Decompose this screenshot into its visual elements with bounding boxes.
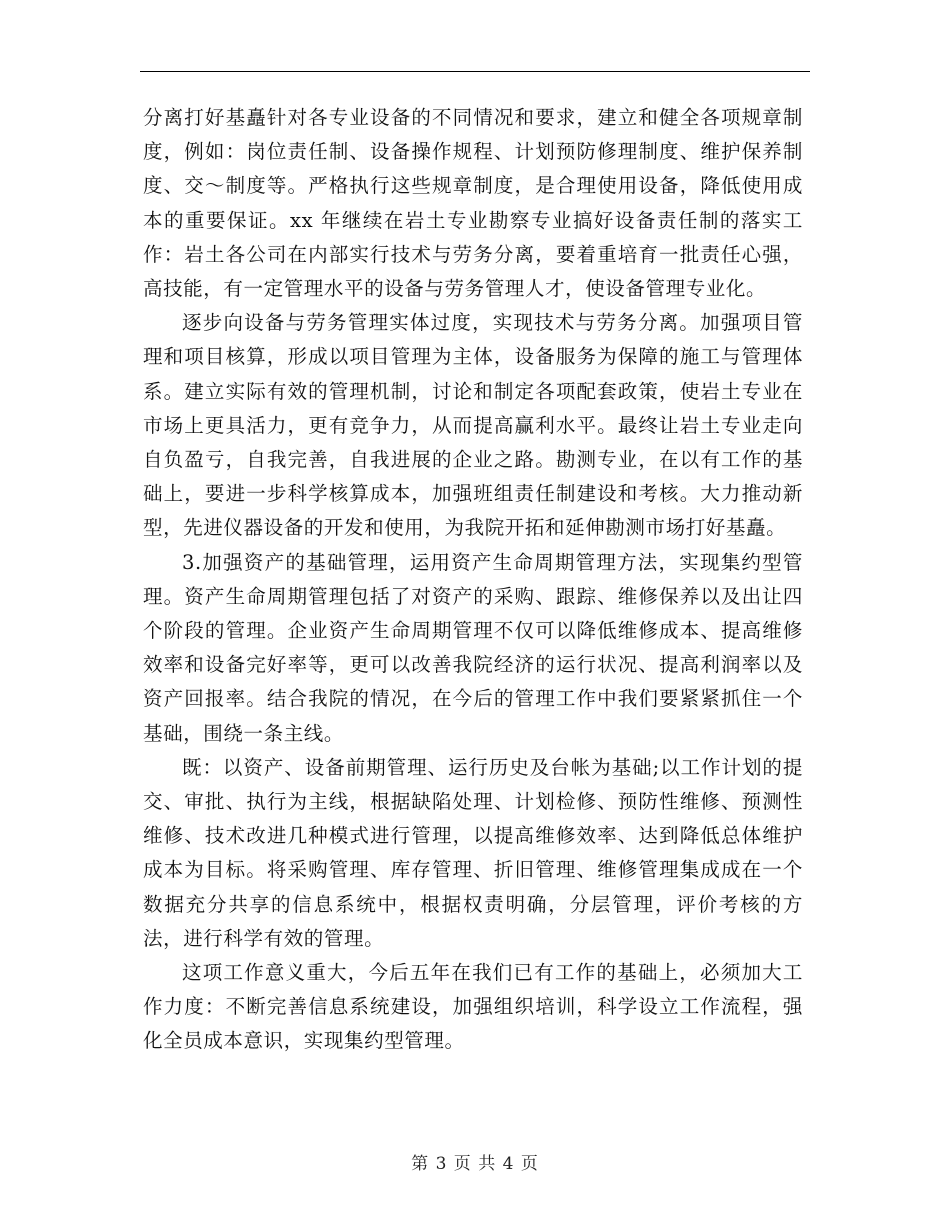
document-body xyxy=(143,101,803,1059)
page-footer: 第 3 页 共 4 页 xyxy=(411,1154,539,1174)
header-rule xyxy=(140,71,810,72)
paragraph: 既：以资产、设备前期管理、运行历史及台帐为基础;以工作计划的提交、审批、执行为主线，根据缺陷处理、计划检修、预防性维修、预测性维修、技术改进几种模式进行管理，以提高维修效率、达到降低总体维护成本为目标。将采购管理、库存管理、折旧管理、维修管理集成成在一个数据充分共享的信息系统中，根据权责明确，分层管理，评价考核的方法，进行科学有效的管理。 xyxy=(143,755,803,950)
paragraph: 3.加强资产的基础管理，运用资产生命周期管理方法，实现集约型管理。资产生命周期管理包括了对资产的采购、跟踪、维修保养以及出让四个阶段的管理。企业资产生命周期管理不仅可以降低维修成本、提高维修效率和设备完好率等，更可以改善我院经济的运行状况、提高利润率以及资产回报率。结合我院的情况，在今后的管理工作中我们要紧紧抓住一个基础，围绕一条主线。 xyxy=(143,550,803,745)
paragraph: 分离打好基矗针对各专业设备的不同情况和要求，建立和健全各项规章制度，例如：岗位责任制、设备操作规程、计划预防修理制度、维护保养制度、交～制度等。严格执行这些规章制度，是合理使用设备，降低使用成本的重要保证。xx 年继续在岩土专业勘察专业搞好设备责任制的落实工作：岩土各公司在内部实行技术与劳务分离，要着重培育一批责任心强，高技能，有一定管理水平的设备与劳务管理人才，使设备管理专业化。 xyxy=(143,106,803,301)
paragraph: 这项工作意义重大，今后五年在我们已有工作的基础上，必须加大工作力度：不断完善信息系统建设，加强组织培训，科学设立工作流程，强化全员成本意识，实现集约型管理。 xyxy=(143,961,803,1053)
paragraph: 逐步向设备与劳务管理实体过度，实现技术与劳务分离。加强项目管理和项目核算，形成以项目管理为主体，设备服务为保障的施工与管理体系。建立实际有效的管理机制，讨论和制定各项配套政策，使岩土专业在市场上更具活力，更有竞争力，从而提高赢利水平。最终让岩土专业走向自负盈亏，自我完善，自我进展的企业之路。勘测专业，在以有工作的基础上，要进一步科学核算成本，加强班组责任制建设和考核。大力推动新型，先进仪器设备的开发和使用，为我院开拓和延伸勘测市场打好基矗。 xyxy=(143,311,803,540)
